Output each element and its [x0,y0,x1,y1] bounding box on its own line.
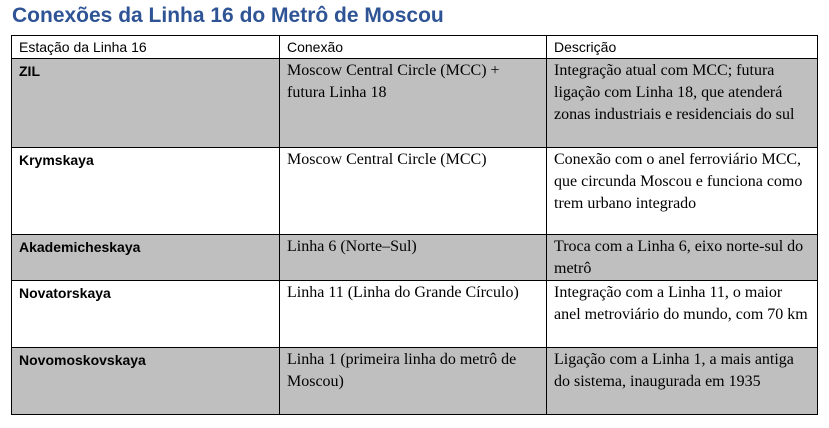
header-station: Estação da Linha 16 [12,36,280,59]
connection-cell: Linha 6 (Norte–Sul) [280,235,547,281]
description-cell: Integração atual com MCC; futura ligação com Linha 18, que atenderá zonas industriais e residenciais do sul [547,59,818,148]
table-row [12,148,818,235]
table-row [12,281,818,348]
connection-cell: Linha 1 (primeira linha do metrô de Moscou) [280,348,547,415]
description-cell: Ligação com a Linha 1, a mais antiga do sistema, inaugurada em 1935 [547,348,818,415]
station-cell: ZIL [12,59,280,148]
station-cell: Novatorskaya [12,281,280,348]
table-header-row [12,36,818,59]
station-cell: Krymskaya [12,148,280,235]
station-cell: Akademicheskaya [12,235,280,281]
station-cell: Novomoskovskaya [12,348,280,415]
description-cell: Conexão com o anel ferroviário MCC, que circunda Moscou e funciona como trem urbano integrado [547,148,818,235]
connections-table [11,35,818,415]
connection-cell: Moscow Central Circle (MCC) + futura Linha 18 [280,59,547,148]
header-connection: Conexão [280,36,547,59]
description-cell: Integração com a Linha 11, o maior anel metroviário do mundo, com 70 km [547,281,818,348]
table-row [12,59,818,148]
table-row [12,235,818,281]
description-cell: Troca com a Linha 6, eixo norte-sul do metrô [547,235,818,281]
connection-cell: Linha 11 (Linha do Grande Círculo) [280,281,547,348]
table-row [12,348,818,415]
connection-cell: Moscow Central Circle (MCC) [280,148,547,235]
page-title: Conexões da Linha 16 do Metrô de Moscou [12,4,444,27]
header-description: Descrição [547,36,818,59]
